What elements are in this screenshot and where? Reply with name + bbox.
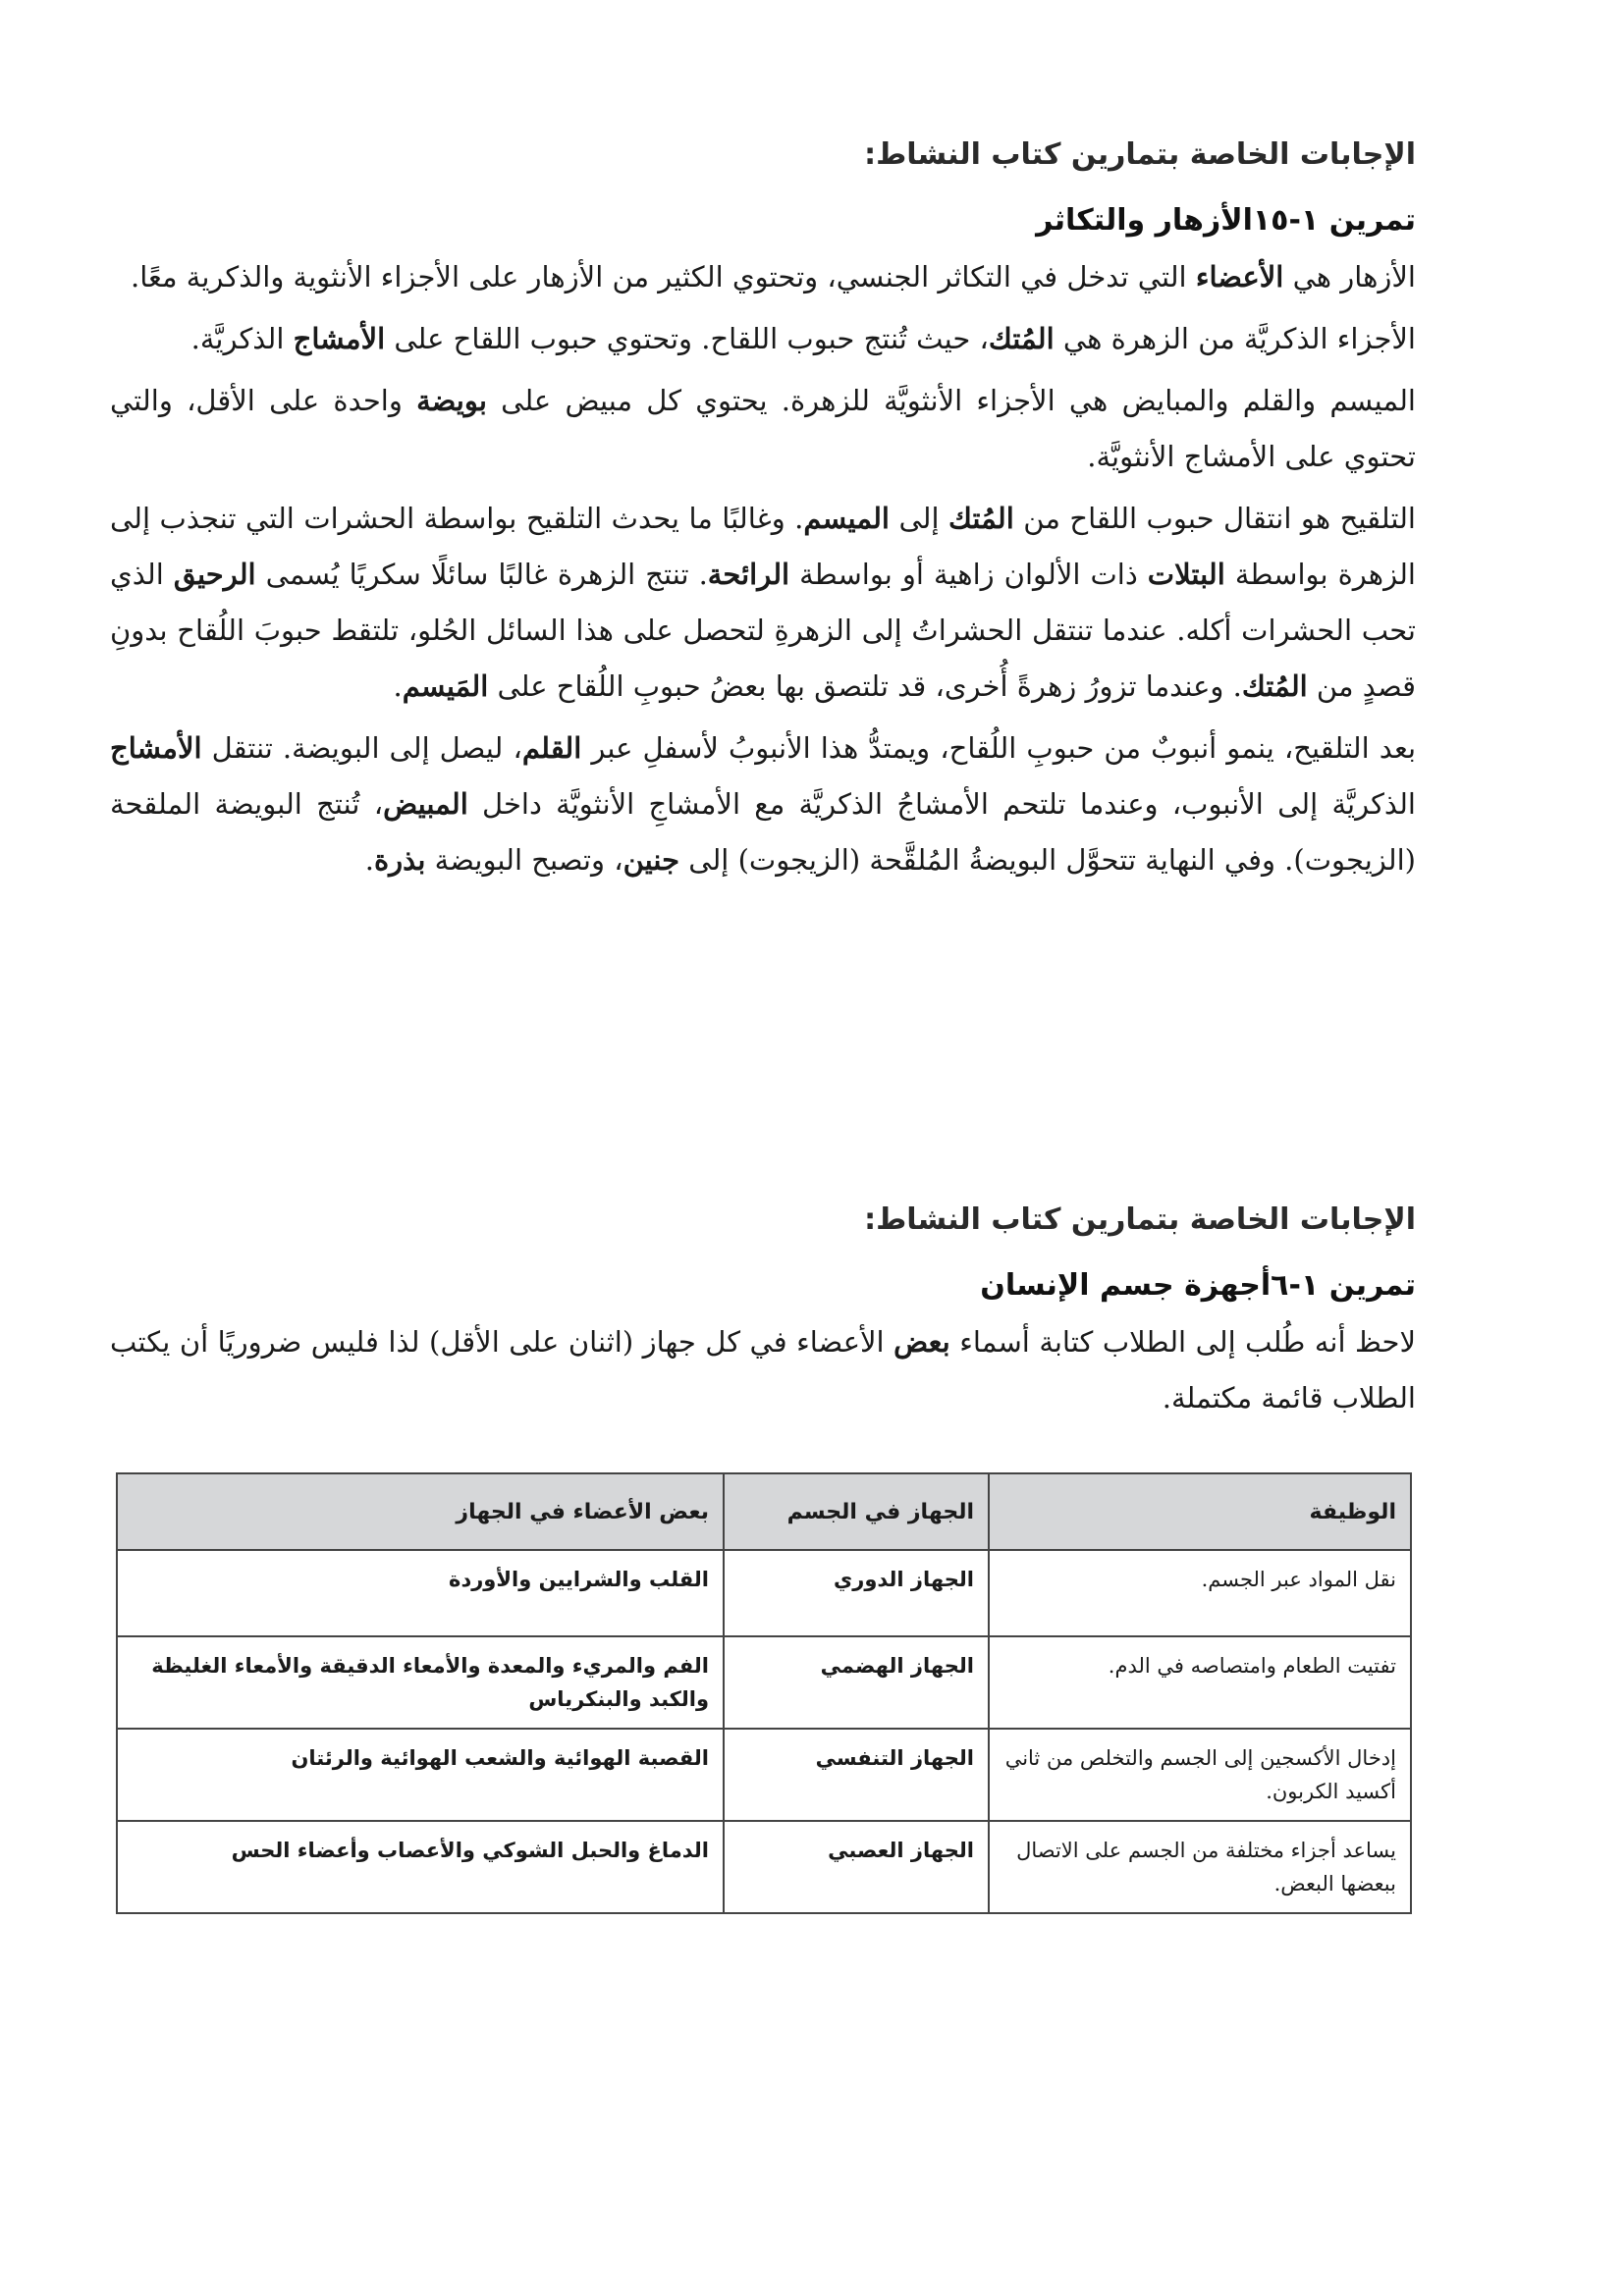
table-row	[117, 1821, 1411, 1913]
bold-term: بذرة	[373, 843, 426, 877]
table-header-row	[117, 1473, 1411, 1550]
system-cell: الجهاز الدوري	[724, 1550, 989, 1636]
function-cell: تفتيت الطعام وامتصاصه في الدم.	[989, 1636, 1411, 1729]
paragraph: بعد التلقيح، ينمو أنبوبٌ من حبوبِ اللُقاح، ويمتدُّ هذا الأنبوبُ لأسفلِ عبر القلم، ليصل إلى البويضة. تنتقل الأمشاج الذكريَّة إلى الأنبوب، وعندما تلتحم الأمشاجُ الذكريَّة مع الأمشاجِ الأنثويَّة داخل المبيض، تُنتج البويضة الملقحة (الزيجوت). وفي النهاية تتحوَّل البويضةُ المُلقَّحة (الزيجوت) إلى جنين، وتصبح البويضة بذرة.	[110, 731, 1417, 877]
body-systems-table	[116, 1472, 1412, 1914]
organs-cell: القلب والشرايين والأوردة	[117, 1550, 724, 1636]
paragraph: الأزهار هي الأعضاء التي تدخل في التكاثر الجنسي، وتحتوي الكثير من الأزهار على الأجزاء الأنثوية والذكرية معًا.	[130, 260, 1416, 294]
bold-term: البتلات	[1147, 558, 1225, 591]
bold-term: القلم	[521, 731, 582, 765]
system-cell: الجهاز العصبي	[724, 1821, 989, 1913]
function-cell: إدخال الأكسجين إلى الجسم والتخلص من ثاني أكسيد الكربون.	[989, 1729, 1411, 1821]
bold-term: الميسم	[803, 502, 890, 535]
table-row	[117, 1550, 1411, 1636]
section-human-body-systems	[110, 1202, 1416, 1432]
system-cell: الجهاز الهضمي	[724, 1636, 989, 1729]
paragraph: الأجزاء الذكريَّة من الزهرة هي المُتك، حيث تُنتج حبوب اللقاح. وتحتوي حبوب اللقاح على الأمشاج الذكريَّة.	[190, 322, 1416, 355]
bold-term: المُتك	[947, 502, 1014, 535]
bold-term: بويضة	[416, 384, 487, 417]
bold-term: الأمشاج	[110, 731, 202, 765]
organs-cell: القصبة الهوائية والشعب الهوائية والرئتان	[117, 1729, 724, 1821]
bold-term: الرحيق	[173, 558, 256, 591]
bold-term: المبيض	[383, 787, 468, 821]
organs-cell: الدماغ والحبل الشوكي والأعصاب وأعضاء الحس	[117, 1821, 724, 1913]
bold-term: المُتك	[1241, 669, 1308, 703]
bold-term: بعض	[893, 1325, 950, 1359]
bold-term: الأمشاج	[293, 322, 386, 355]
column-header-function: الوظيفة	[989, 1473, 1411, 1550]
section-flowers-reproduction	[110, 137, 1416, 894]
paragraph: الميسم والقلم والمبايض هي الأجزاء الأنثويَّة للزهرة. يحتوي كل مبيض على بويضة واحدة على الأقل، والتي تحتوي على الأمشاج الأنثويَّة.	[110, 384, 1416, 473]
paragraph: التلقيح هو انتقال حبوب اللقاح من المُتك إلى الميسم. وغالبًا ما يحدث التلقيح بواسطة الحشرات التي تنجذب إلى الزهرة بواسطة البتلات ذات الألوان زاهية أو بواسطة الرائحة. تنتج الزهرة غالبًا سائلًا سكريًا يُسمى الرحيق الذي تحب الحشرات أكله. عندما تنتقل الحشراتُ إلى الزهرةِ لتحصل على هذا السائل الحُلو، تلتقط حبوبَ اللُقاح بدونِ قصدٍ من المُتك. وعندما تزورُ زهرةً أُخرى، قد تلتصق بها بعضُ حبوبِ اللُقاح على المَيسم.	[110, 502, 1416, 703]
system-cell: الجهاز التنفسي	[724, 1729, 989, 1821]
bold-term: جنين	[623, 843, 680, 877]
bold-term: المُتك	[988, 322, 1055, 355]
function-cell: نقل المواد عبر الجسم.	[989, 1550, 1411, 1636]
bold-term: الأعضاء	[1195, 260, 1284, 294]
bold-term: المَيسم	[402, 669, 489, 703]
organs-cell: الفم والمريء والمعدة والأمعاء الدقيقة والأمعاء الغليظة والكبد والبنكرياس	[117, 1636, 724, 1729]
exercise-title: تمرين ١-١٥الأزهار والتكاثر	[1036, 203, 1416, 238]
column-header-system: الجهاز في الجسم	[724, 1473, 989, 1550]
exercise-title: تمرين ١-٦أجهزة جسم الإنسان	[980, 1268, 1416, 1303]
section-header: الإجابات الخاصة بتمارين كتاب النشاط:	[864, 1202, 1416, 1237]
bold-term: الرائحة	[707, 558, 790, 591]
paragraph: لاحظ أنه طُلب إلى الطلاب كتابة أسماء بعض الأعضاء في كل جهاز (اثنان على الأقل) لذا فليس ضروريًا أن يكتب الطلاب قائمة مكتملة.	[110, 1325, 1417, 1415]
table-row	[117, 1729, 1411, 1821]
column-header-organs: بعض الأعضاء في الجهاز	[117, 1473, 724, 1550]
table-row	[117, 1636, 1411, 1729]
section-header: الإجابات الخاصة بتمارين كتاب النشاط:	[864, 137, 1416, 172]
function-cell: يساعد أجزاء مختلفة من الجسم على الاتصال ببعضها البعض.	[989, 1821, 1411, 1913]
